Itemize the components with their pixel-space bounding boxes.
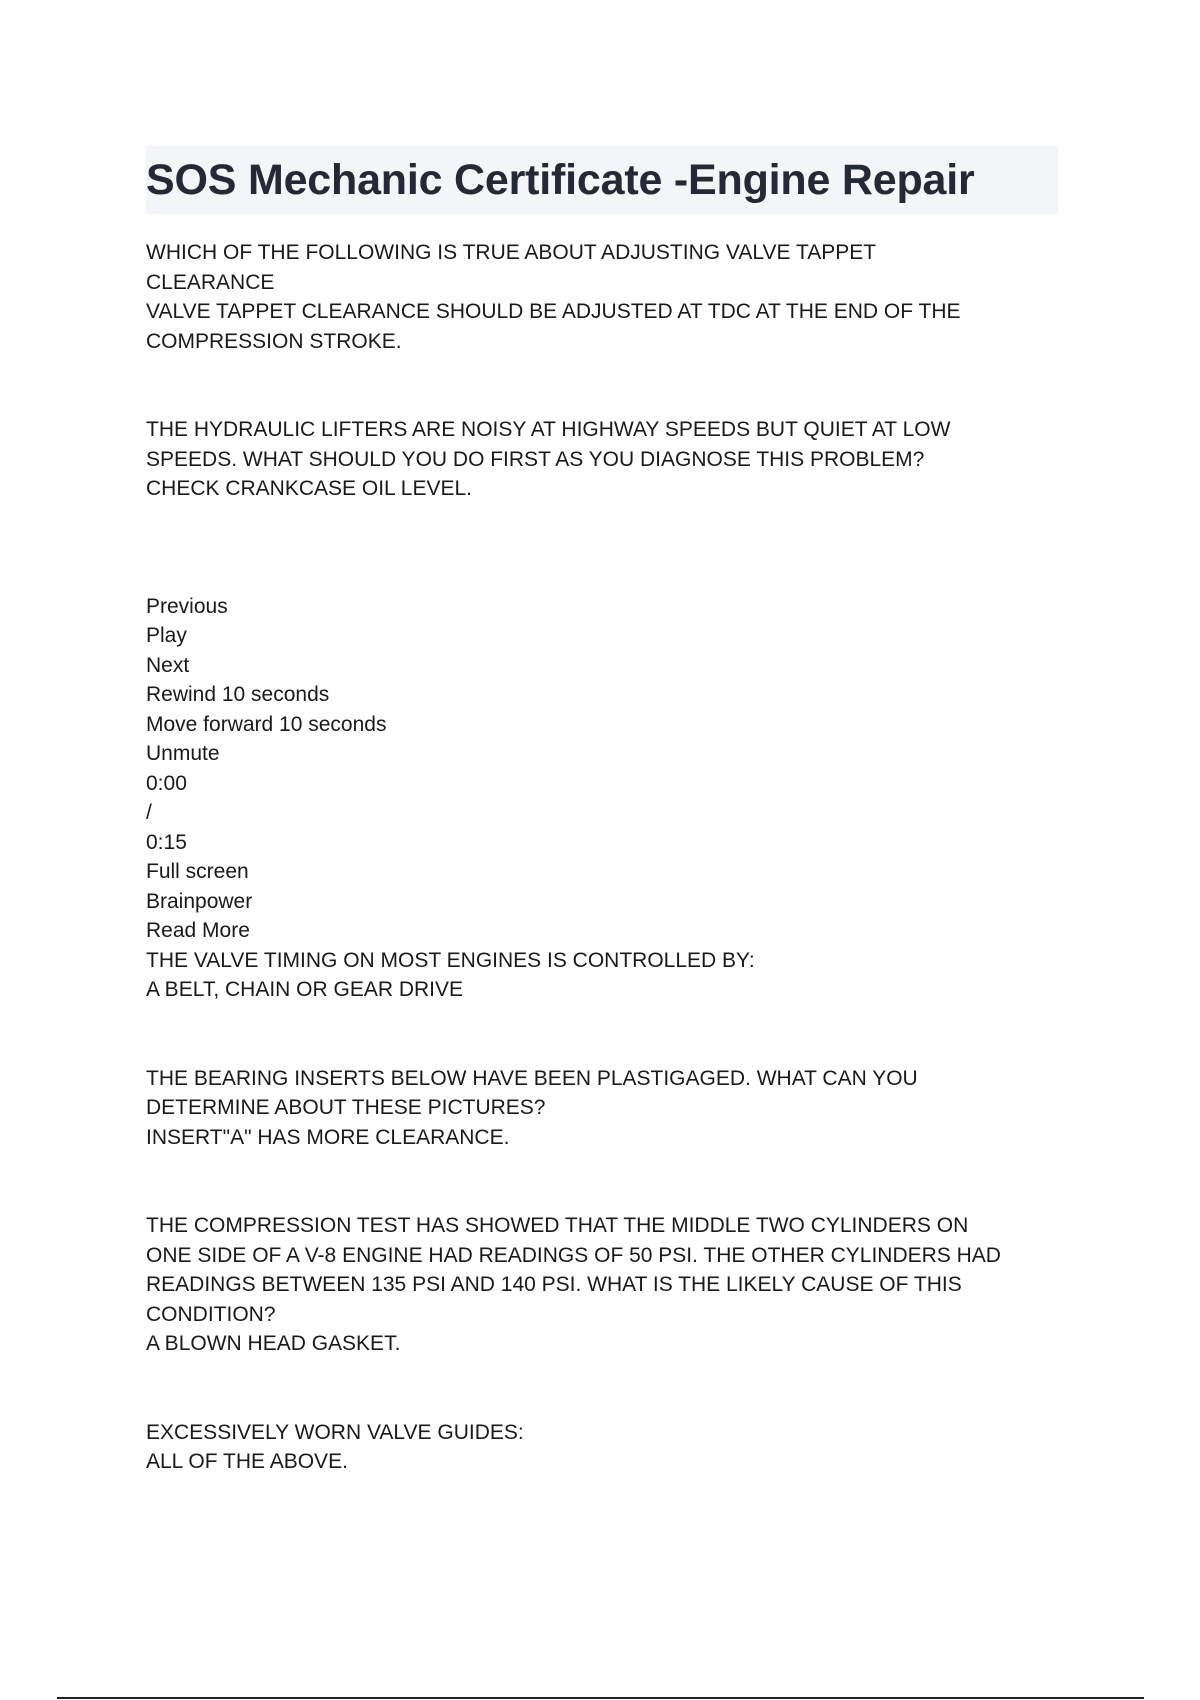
play-button[interactable]: Play	[146, 624, 187, 647]
question-line: DETERMINE ABOUT THESE PICTURES?	[146, 1096, 546, 1119]
question-line: WHICH OF THE FOLLOWING IS TRUE ABOUT ADJUSTING VALVE TAPPET	[146, 241, 877, 264]
question-line: THE BEARING INSERTS BELOW HAVE BEEN PLASTIGAGED. WHAT CAN YOU	[146, 1066, 918, 1090]
previous-button[interactable]: Previous	[146, 594, 228, 618]
question-line: SPEEDS. WHAT SHOULD YOU DO FIRST AS YOU DIAGNOSE THIS PROBLEM?	[146, 447, 925, 471]
answer-line: COMPRESSION STROKE.	[146, 329, 402, 353]
answer-line: A BELT, CHAIN OR GEAR DRIVE	[146, 978, 464, 1001]
time-separator: /	[146, 801, 152, 824]
fullscreen-button[interactable]: Full screen	[146, 860, 249, 883]
qa-block-hydraulic-lifters	[146, 415, 1058, 504]
answer-line: CHECK CRANKCASE OIL LEVEL.	[146, 477, 472, 500]
title-band	[146, 146, 1058, 214]
brand-link[interactable]: Brainpower	[146, 889, 253, 913]
current-time: 0:00	[146, 771, 187, 795]
qa-block-valve-timing	[146, 946, 1058, 1005]
rewind-button[interactable]: Rewind 10 seconds	[146, 683, 330, 706]
document-page	[146, 146, 1058, 1477]
answer-line: VALVE TAPPET CLEARANCE SHOULD BE ADJUSTED AT TDC AT THE END OF THE	[146, 300, 961, 323]
question-line: CLEARANCE	[146, 270, 275, 294]
page-title: SOS Mechanic Certificate -Engine Repair	[146, 155, 975, 204]
page-divider	[57, 1697, 1144, 1699]
question-line: READINGS BETWEEN 135 PSI AND 140 PSI. WHAT IS THE LIKELY CAUSE OF THIS	[146, 1273, 962, 1296]
question-line: EXCESSIVELY WORN VALVE GUIDES:	[146, 1420, 524, 1444]
qa-block-valve-tappet	[146, 238, 1058, 356]
question-line: THE VALVE TIMING ON MOST ENGINES IS CONTROLLED BY:	[146, 948, 755, 972]
qa-block-compression-test	[146, 1211, 1058, 1359]
duration: 0:15	[146, 830, 187, 854]
next-button[interactable]: Next	[146, 653, 190, 677]
question-line: THE COMPRESSION TEST HAS SHOWED THAT THE MIDDLE TWO CYLINDERS ON	[146, 1214, 969, 1237]
question-line: ONE SIDE OF A V-8 ENGINE HAD READINGS OF 50 PSI. THE OTHER CYLINDERS HAD	[146, 1243, 1001, 1267]
unmute-button[interactable]: Unmute	[146, 742, 220, 765]
video-player-text	[146, 592, 1058, 946]
question-line: CONDITION?	[146, 1302, 276, 1326]
answer-line: ALL OF THE ABOVE.	[146, 1450, 348, 1473]
answer-line: INSERT"A" HAS MORE CLEARANCE.	[146, 1125, 510, 1149]
forward-button[interactable]: Move forward 10 seconds	[146, 712, 387, 736]
answer-line: A BLOWN HEAD GASKET.	[146, 1332, 401, 1355]
read-more-link[interactable]: Read More	[146, 919, 250, 942]
question-line: THE HYDRAULIC LIFTERS ARE NOISY AT HIGHWAY SPEEDS BUT QUIET AT LOW	[146, 418, 951, 441]
qa-block-bearing-inserts	[146, 1064, 1058, 1153]
qa-block-valve-guides	[146, 1418, 1058, 1477]
